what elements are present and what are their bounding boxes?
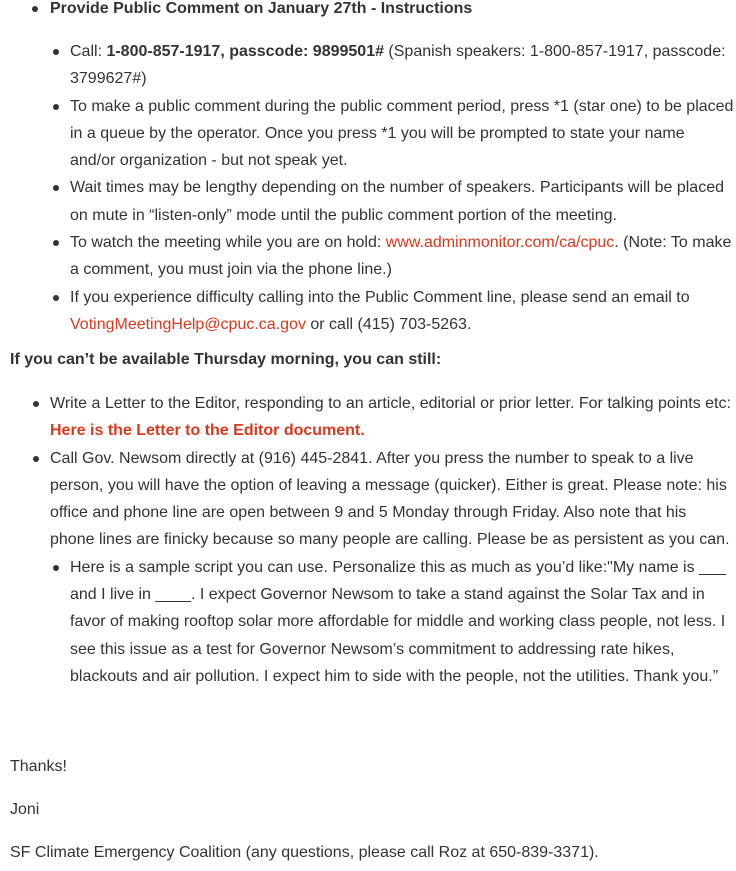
call-prefix: Call: <box>70 43 107 60</box>
closing-thanks: Thanks! <box>10 758 67 775</box>
watch-prefix: To watch the meeting while you are on hold: <box>70 234 386 252</box>
instructions-title: Provide Public Comment on January 27th - Instructions <box>50 0 473 17</box>
adminmonitor-link[interactable]: www.adminmonitor.com/ca/cpuc <box>385 234 615 252</box>
list-item-script <box>70 554 734 690</box>
instructions-list <box>50 0 730 22</box>
list-item-watch <box>70 229 734 284</box>
script-sublist <box>70 554 734 690</box>
call-spanish: (Spanish speakers: 1-800-857-1917, passcode: 3799627#) <box>70 43 726 88</box>
newsom-text: Call Gov. Newsom directly at (916) 445-2841. After you press the number to speak to a live person, you will have the option of leaving a message (quicker). Either is great. Please note: his office and phone line are open between 9 and 5 Monday through Friday. Also note that his phone lines are finicky because so many people are calling. Please be as persistent as you can. <box>50 449 730 549</box>
alternatives-list <box>50 390 734 690</box>
alternatives-heading: If you can’t be available Thursday morning, you can still: <box>10 351 442 368</box>
difficulty-suffix: or call (415) 703-5263. <box>305 315 472 333</box>
letter-document-link[interactable]: Here is the Letter to the Editor document. <box>50 422 365 440</box>
closing-name: Joni <box>10 801 40 818</box>
instructions-sublist <box>70 38 734 338</box>
queue-text: To make a public comment during the public comment period, press *1 (star one) to be placed in a queue by the operator. Once you press *1 you will be prompted to state your name and/or organization - but not speak yet. <box>70 97 734 170</box>
instructions-title-item <box>50 0 730 22</box>
list-item-difficulty <box>70 284 734 339</box>
list-item-letter <box>50 390 734 445</box>
list-item-newsom <box>50 445 734 691</box>
watch-note: . (Note: To make a comment, you must join via the phone line.) <box>70 234 732 279</box>
email-link[interactable]: VotingMeetingHelp@cpuc.ca.gov <box>70 315 306 333</box>
difficulty-prefix: If you experience difficulty calling into the Public Comment line, please send an email to <box>70 288 690 306</box>
list-item-call <box>70 38 734 93</box>
list-item-queue <box>70 93 734 175</box>
call-number: 1-800-857-1917, passcode: 9899501# <box>106 43 384 60</box>
script-text: Here is a sample script you can use. Personalize this as much as you’d like:"My name is ___ and I live in ____. I expect Governor Newsom to take a stand against the Solar Tax and in favor of making rooftop solar more affordable for middle and working class people, not less. I see this issue as a test for Governor Newsom’s commitment to addressing rate hikes, blackouts and air pollution. I expect him to side with the people, not the utilities. Thank you.” <box>70 558 726 685</box>
list-item-wait <box>70 174 734 229</box>
letter-text: Write a Letter to the Editor, responding to an article, editorial or prior letter. For talking points etc: <box>50 395 731 412</box>
closing-org: SF Climate Emergency Coalition (any questions, please call Roz at 650-839-3371). <box>10 844 599 861</box>
wait-text: Wait times may be lengthy depending on the number of speakers. Participants will be placed on mute in “listen-only” mode until the public comment portion of the meeting. <box>70 179 724 224</box>
